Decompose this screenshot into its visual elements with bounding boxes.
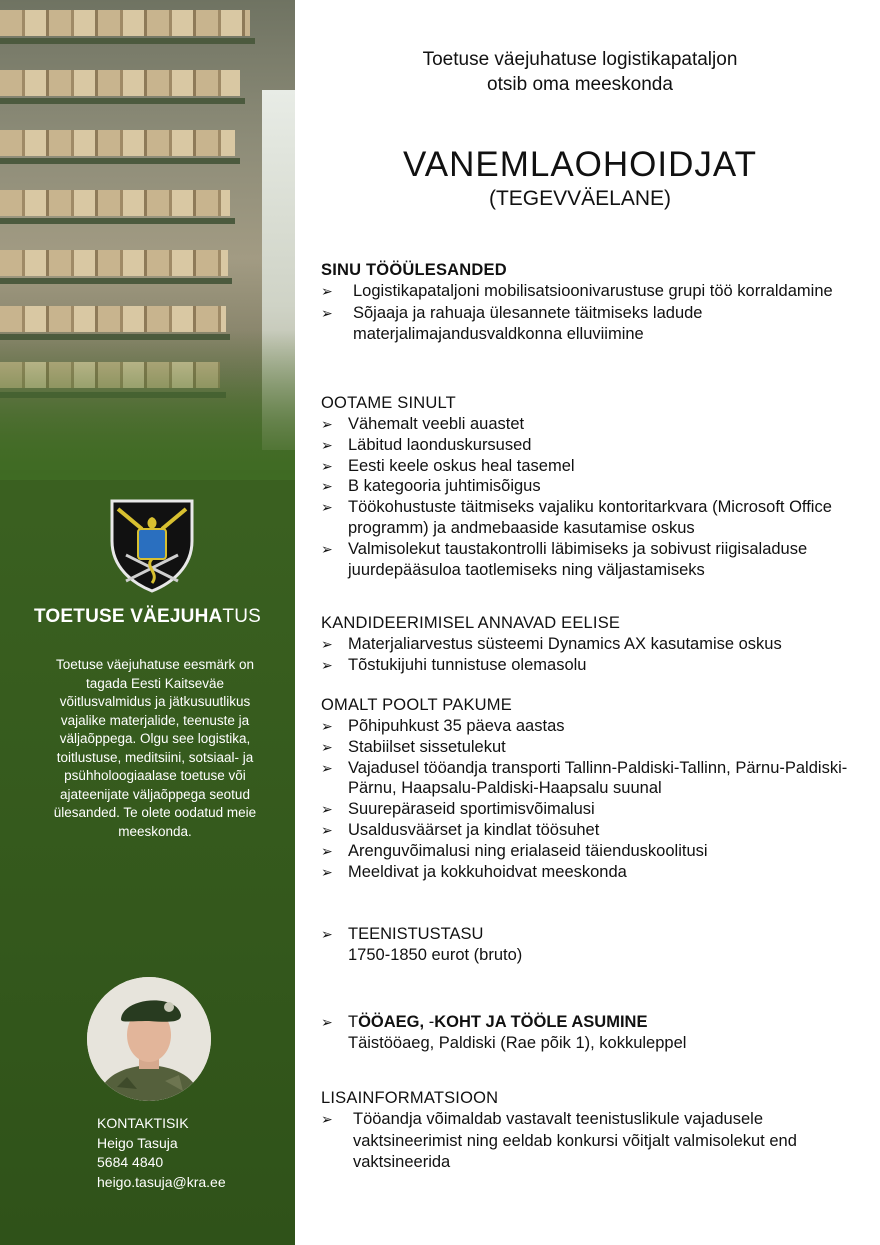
list-item (321, 799, 861, 820)
list-item-text: Vähemalt veebli auastet (348, 415, 525, 433)
section-title: LISAINFORMATSIOON (321, 1089, 499, 1107)
list-item (321, 497, 861, 539)
contact-label: KONTAKTISIK (97, 1115, 189, 1131)
arrow-bullet-icon: ➢ (321, 738, 333, 755)
list-item-text: Suurepäraseid sportimisvõimalusi (348, 800, 595, 819)
arrow-bullet-icon: ➢ (321, 759, 333, 776)
arrow-bullet-icon: ➢ (321, 842, 333, 859)
list-item (321, 539, 861, 581)
org-name: TOETUSE VÄEJUHATUS (33, 606, 262, 627)
avatar (87, 977, 211, 1101)
worktime-value: Täistööaeg, Paldiski (Rae põik 1), kokkuleppel (348, 1033, 687, 1052)
arrow-bullet-icon: ➢ (321, 821, 333, 838)
list-item-text: Eesti keele oskus heal tasemel (348, 456, 575, 475)
list-item (321, 634, 861, 655)
list-item (321, 820, 861, 841)
contact-email[interactable]: heigo.tasuja@kra.ee (97, 1173, 226, 1190)
list-item (321, 716, 861, 737)
list-item-text: Materjaliarvestus süsteemi Dynamics AX kasutamise oskus (348, 635, 782, 653)
arrow-bullet-icon: ➢ (321, 540, 333, 557)
section-advantage (321, 613, 861, 676)
arrow-bullet-icon: ➢ (321, 636, 333, 652)
list-item (321, 456, 861, 477)
list-item-text: Arenguvõimalusi ning erialaseid täienduskoolitusi (348, 841, 708, 860)
list-item (321, 281, 861, 303)
list-item (321, 1109, 861, 1174)
arrow-bullet-icon: ➢ (321, 656, 333, 673)
section-tasks (321, 260, 861, 346)
arrow-bullet-icon: ➢ (321, 478, 333, 495)
bullet-list (321, 634, 861, 676)
contact-name: Heigo Tasuja (97, 1134, 178, 1151)
list-item-text: Põhipuhkust 35 päeva aastas (348, 717, 565, 735)
list-item-text: Tööandja võimaldab vastavalt teenistuslikule vajadusele vaktsineerimist ning eeldab konkursi võitjalt valmisolekut end vaktsineerida (353, 1110, 797, 1171)
list-item (321, 737, 861, 758)
list-item (321, 414, 861, 435)
list-item-text: Valmisolekut taustakontrolli läbimiseks ja sobivust riigisaladuse juurdepääsuloa taotlemiseks ning väljastamiseks (348, 539, 808, 579)
contact-block (97, 1114, 226, 1192)
list-item (321, 841, 861, 862)
list-item-text: Läbitud laonduskursused (348, 435, 532, 454)
arrow-bullet-icon: ➢ (321, 863, 333, 880)
arrow-bullet-icon: ➢ (321, 926, 333, 942)
section-worktime: ➢ TÖÖAEG, -KOHT JA TÖÖLE ASUMINE Täistööaeg, Paldiski (Rae põik 1), kokkuleppel (321, 1012, 861, 1054)
intro: Toetuse väejuhatuse logistikapataljon otsib oma meeskonda (422, 49, 738, 95)
bullet-list (321, 281, 861, 346)
bullet-list (321, 716, 861, 882)
list-item (321, 758, 861, 800)
list-item-text: Logistikapataljoni mobilisatsioonivarustuse grupi töö korraldamine (353, 282, 833, 300)
arrow-bullet-icon: ➢ (321, 1014, 333, 1030)
job-subtitle: (TEGEVVÄELANE) (488, 187, 672, 210)
arrow-bullet-icon: ➢ (321, 718, 333, 734)
list-item (321, 435, 861, 456)
arrow-bullet-icon: ➢ (321, 1111, 333, 1127)
list-item-text: Usaldusväärset ja kindlat töösuhet (348, 820, 600, 839)
section-title: KANDIDEERIMISEL ANNAVAD EELISE (321, 614, 621, 632)
list-item-text: Vajadusel tööandja transporti Tallinn-Paldiski-Tallinn, Pärnu-Paldiski-Pärnu, Haapsalu-Paldiski-Haapsalu suunal (348, 758, 848, 798)
arrow-bullet-icon: ➢ (321, 416, 333, 432)
contact-phone[interactable]: 5684 4840 (97, 1154, 164, 1170)
arrow-bullet-icon: ➢ (321, 304, 333, 321)
list-item-text: Sõjaaja ja rahuaja ülesannete täitmiseks ladude materjalimajandusvaldkonna elluviimine (353, 303, 703, 343)
section-offer (321, 695, 861, 882)
list-item-text: B kategooria juhtimisõigus (348, 477, 541, 496)
salary-value: 1750-1850 eurot (bruto) (348, 945, 523, 964)
list-item (321, 476, 861, 497)
bullet-list (321, 414, 861, 580)
arrow-bullet-icon: ➢ (321, 457, 333, 474)
list-item-text: Meeldivat ja kokkuhoidvat meeskonda (348, 862, 627, 881)
list-item-text: Tõstukijuhi tunnistuse olemasolu (348, 655, 587, 674)
arrow-bullet-icon: ➢ (321, 801, 333, 818)
section-title: OOTAME SINULT (321, 394, 456, 412)
section-title: SINU TÖÖÜLESANDED (321, 261, 507, 279)
crest-icon (108, 497, 196, 593)
list-item (321, 862, 861, 883)
list-item (321, 655, 861, 676)
list-item-text: Töökohustuste täitmiseks vajaliku kontoritarkvara (Microsoft Office programm) ja andmebaaside kasutamise oskus (348, 498, 832, 537)
sidebar (0, 0, 295, 1245)
org-description: Toetuse väejuhatuse eesmärk on tagada Eesti Kaitseväe võitlusvalmidus ja jätkusuutlikus vajalike materjalide, teenuste ja väljaõppega. Olgu see logistika, toitlustuse, meditsiini, sotsiaal- ja psühholoogiaalase toetuse või ajateenijate väljaõppega seotud ülesanded. Te olete oodatud meie meeskonda. (53, 657, 257, 839)
arrow-bullet-icon: ➢ (321, 283, 333, 299)
section-title: OMALT POOLT PAKUME (321, 696, 512, 714)
section-expect (321, 393, 861, 580)
list-item (321, 303, 861, 346)
arrow-bullet-icon: ➢ (321, 499, 333, 516)
main-content (295, 0, 880, 1245)
arrow-bullet-icon: ➢ (321, 436, 333, 453)
section-info (321, 1088, 861, 1174)
job-title: VANEMLAOHOIDJAT (402, 145, 758, 184)
list-item-text: Stabiilset sissetulekut (348, 737, 506, 756)
section-salary: ➢ TEENISTUSTASU 1750-1850 eurot (bruto) (321, 924, 861, 966)
bullet-list (321, 1109, 861, 1174)
